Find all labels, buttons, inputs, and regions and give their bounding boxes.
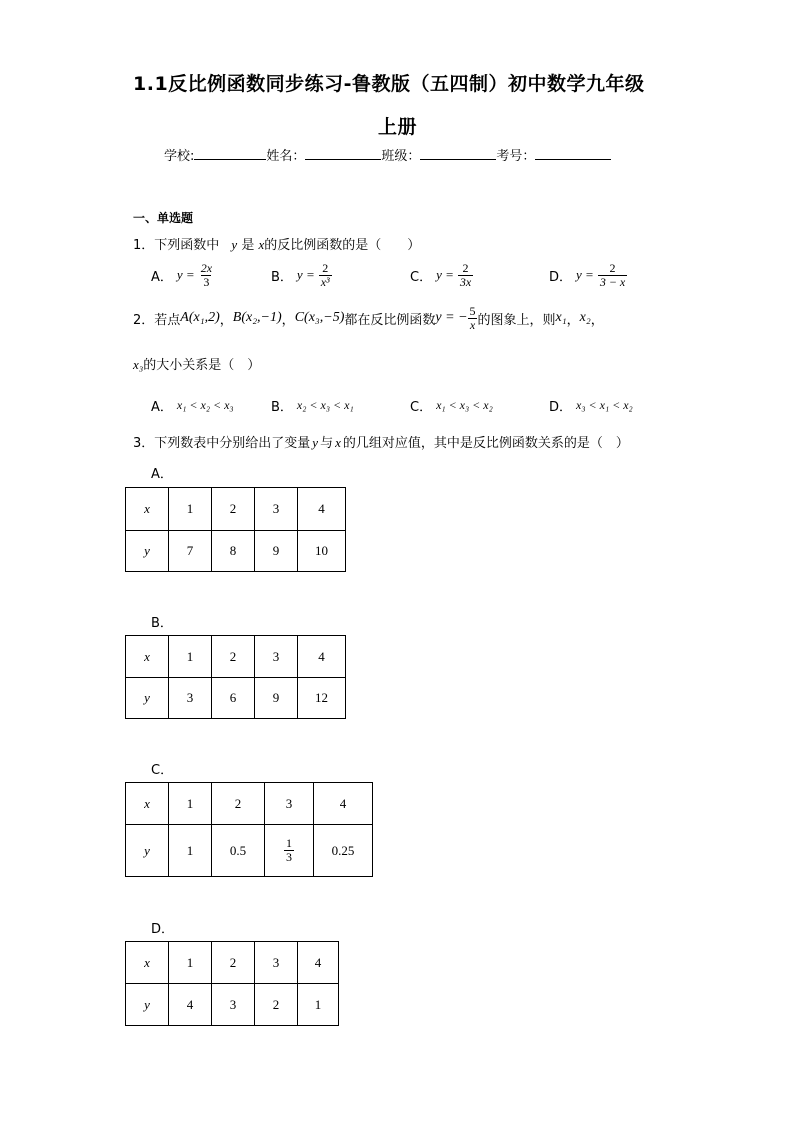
frac-num: 2x bbox=[200, 261, 213, 275]
table-row-y bbox=[126, 678, 346, 719]
table-cell: 3 bbox=[255, 942, 298, 984]
q2-func-fraction bbox=[468, 305, 478, 331]
table-cell: 2 bbox=[212, 488, 255, 531]
table-cell: 2 bbox=[212, 942, 255, 984]
q3-prefix: 3．下列数表中分别给出了变量 bbox=[133, 436, 311, 451]
q1-var-x: x bbox=[258, 237, 265, 252]
table-cell: 4 bbox=[298, 488, 346, 531]
q3-var-x: x bbox=[335, 435, 341, 450]
option-label: D． bbox=[549, 400, 573, 415]
table-cell: 4 bbox=[298, 942, 339, 984]
table-cell: x bbox=[126, 783, 169, 825]
option-fraction bbox=[199, 262, 214, 288]
table-cell: 4 bbox=[298, 636, 346, 678]
table-cell: x bbox=[126, 942, 169, 984]
q2-func-lhs: y = − bbox=[435, 310, 468, 326]
table-cell: 4 bbox=[169, 984, 212, 1026]
table-cell: 1 bbox=[169, 636, 212, 678]
q3-option-a-label[interactable]: A． bbox=[151, 467, 173, 482]
option-label: C． bbox=[410, 400, 433, 415]
option-fraction bbox=[319, 262, 332, 288]
option-lhs: y = bbox=[296, 267, 315, 283]
q1-var-y: y bbox=[231, 237, 238, 252]
q1-option-c[interactable] bbox=[410, 262, 473, 288]
table-cell: 1 bbox=[169, 488, 212, 531]
table-row-x bbox=[126, 636, 346, 678]
q2-x1: x₁ bbox=[555, 310, 567, 326]
table-cell: x bbox=[126, 488, 169, 531]
q2-option-d[interactable] bbox=[549, 396, 633, 415]
table-cell: 8 bbox=[212, 531, 255, 572]
page-title-line2: 上册 bbox=[378, 116, 418, 138]
table-cell: 1 bbox=[169, 942, 212, 984]
q3-suffix: 的几组对应值，其中是反比例函数关系的是（ ） bbox=[342, 436, 629, 451]
table-cell: 0.5 bbox=[212, 825, 265, 877]
student-info-line bbox=[164, 145, 611, 164]
page-title-line1: 1.1反比例函数同步练习-鲁教版（五四制）初中数学九年级 bbox=[133, 73, 645, 95]
option-fraction bbox=[598, 262, 627, 288]
q3-table-b bbox=[125, 635, 346, 719]
option-label: B． bbox=[271, 400, 293, 415]
number-blank[interactable] bbox=[535, 147, 611, 160]
table-cell: 2 bbox=[212, 783, 265, 825]
question-2-stem bbox=[133, 305, 604, 331]
table-row-y bbox=[126, 984, 339, 1026]
q3-option-b-label[interactable]: B． bbox=[151, 616, 173, 631]
q1-mid: 是 bbox=[241, 238, 255, 253]
table-row-x bbox=[126, 783, 373, 825]
option-lhs: y = bbox=[436, 267, 454, 283]
table-cell: 6 bbox=[212, 678, 255, 719]
table-row-y bbox=[126, 825, 373, 877]
frac-num: 5 bbox=[469, 304, 476, 318]
frac-num: 1 bbox=[286, 836, 292, 851]
frac-num: 2 bbox=[609, 261, 616, 275]
q2-point-a: A(x₁,2) bbox=[180, 310, 220, 326]
table-cell: y bbox=[126, 825, 169, 877]
table-cell: 3 bbox=[265, 783, 314, 825]
option-label: A． bbox=[151, 400, 173, 415]
frac-num: 2 bbox=[462, 261, 469, 275]
frac-den: 3x bbox=[459, 274, 472, 289]
option-label: A． bbox=[151, 269, 173, 285]
class-label: 班级： bbox=[381, 149, 421, 164]
frac-den: x bbox=[469, 317, 476, 332]
q2-prefix: 2．若点 bbox=[133, 312, 181, 328]
table-row-x bbox=[126, 942, 339, 984]
q1-option-b[interactable] bbox=[271, 262, 332, 288]
table-cell: 1 bbox=[298, 984, 339, 1026]
table-cell: 0.25 bbox=[314, 825, 373, 877]
table-cell: 3 bbox=[255, 636, 298, 678]
q2-point-b: B(x₂,−1) bbox=[232, 310, 282, 326]
table-cell: y bbox=[126, 531, 169, 572]
table-cell: 3 bbox=[169, 678, 212, 719]
q2-sep: ， bbox=[281, 312, 295, 328]
table-cell: 4 bbox=[314, 783, 373, 825]
name-blank[interactable] bbox=[305, 147, 381, 160]
q2-sep: ， bbox=[566, 312, 580, 328]
q2-line2-suffix: 的大小关系是（ ） bbox=[143, 358, 261, 373]
table-cell: 9 bbox=[255, 531, 298, 572]
q3-mid: 与 bbox=[320, 436, 334, 451]
question-1-stem bbox=[133, 234, 420, 253]
section-heading: 一、单选题 bbox=[133, 211, 194, 225]
table-cell: y bbox=[126, 678, 169, 719]
q3-table-a bbox=[125, 487, 346, 572]
q1-suffix: 的反比例函数的是（ ） bbox=[264, 238, 421, 253]
frac-den: 3 − x bbox=[599, 274, 626, 289]
table-cell: 2 bbox=[212, 636, 255, 678]
q1-option-d[interactable] bbox=[549, 262, 627, 288]
option-expr: x₁ < x₂ < x₃ bbox=[176, 398, 234, 412]
table-cell: 3 bbox=[212, 984, 255, 1026]
q3-option-c-label[interactable]: C． bbox=[151, 763, 174, 778]
q3-var-y: y bbox=[312, 435, 319, 450]
option-label: D． bbox=[549, 269, 573, 285]
question-2-stem-line2 bbox=[133, 354, 260, 373]
table-row-y bbox=[126, 531, 346, 572]
q2-option-c[interactable] bbox=[410, 396, 493, 415]
option-expr: x₃ < x₁ < x₂ bbox=[576, 398, 633, 412]
q2-tail: 的图象上，则 bbox=[477, 312, 556, 328]
q2-x3: x₃ bbox=[133, 357, 144, 372]
table-cell: 9 bbox=[255, 678, 298, 719]
name-label: 姓名： bbox=[266, 149, 306, 164]
table-cell: 1 bbox=[169, 783, 212, 825]
school-blank[interactable] bbox=[194, 147, 266, 160]
school-label: 学校: bbox=[164, 149, 195, 164]
number-label: 考号： bbox=[496, 149, 536, 164]
table-cell: 10 bbox=[298, 531, 346, 572]
table-cell bbox=[265, 825, 314, 877]
q2-mid: 都在反比例函数 bbox=[344, 312, 436, 328]
option-fraction bbox=[458, 262, 473, 288]
q2-x2: x₂ bbox=[579, 310, 591, 326]
q1-option-a[interactable] bbox=[151, 262, 214, 288]
table-row-x bbox=[126, 488, 346, 531]
option-lhs: y = bbox=[176, 267, 195, 283]
frac-den: 3 bbox=[203, 274, 210, 289]
one-third-fraction bbox=[284, 837, 294, 863]
table-cell: x bbox=[126, 636, 169, 678]
table-cell: y bbox=[126, 984, 169, 1026]
table-cell: 12 bbox=[298, 678, 346, 719]
option-lhs: y = bbox=[576, 267, 594, 283]
option-label: B． bbox=[271, 269, 293, 285]
q3-table-d bbox=[125, 941, 339, 1026]
q2-sep: ， bbox=[590, 312, 604, 328]
q2-option-a[interactable] bbox=[151, 396, 234, 415]
option-expr: x₁ < x₃ < x₂ bbox=[436, 398, 493, 412]
q1-prefix: 1．下列函数中 bbox=[133, 238, 220, 253]
table-cell: 7 bbox=[169, 531, 212, 572]
option-label: C． bbox=[410, 269, 433, 285]
option-expr: x₂ < x₃ < x₁ bbox=[296, 398, 354, 412]
class-blank[interactable] bbox=[420, 147, 496, 160]
q3-table-c bbox=[125, 782, 373, 877]
q2-point-c: C(x₃,−5) bbox=[294, 310, 345, 326]
q3-option-d-label[interactable]: D． bbox=[151, 922, 175, 937]
q2-option-b[interactable] bbox=[271, 396, 354, 415]
question-3-stem bbox=[133, 432, 629, 451]
q2-sep: ， bbox=[219, 312, 233, 328]
table-cell: 3 bbox=[255, 488, 298, 531]
frac-num: 2 bbox=[322, 261, 329, 275]
table-cell: 1 bbox=[169, 825, 212, 877]
frac-den: x³ bbox=[320, 274, 330, 289]
frac-den: 3 bbox=[286, 850, 292, 864]
table-cell: 2 bbox=[255, 984, 298, 1026]
